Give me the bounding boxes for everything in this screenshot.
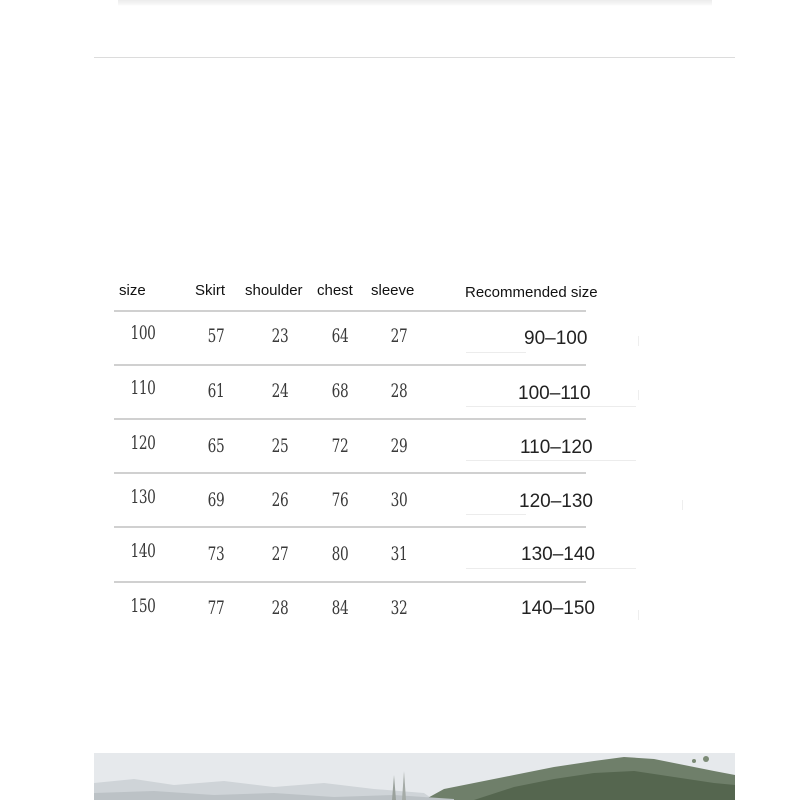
ghost-artifact: [466, 514, 526, 515]
cell-skirt: 73: [207, 543, 225, 565]
cell-chest: 72: [331, 435, 349, 457]
section-divider: [94, 57, 735, 58]
cell-skirt: 57: [207, 325, 225, 347]
ghost-artifact: [466, 460, 636, 461]
cell-size: 140: [130, 540, 156, 562]
ghost-artifact: [466, 406, 636, 407]
cell-chest: 80: [331, 543, 349, 565]
row-separator: [114, 526, 586, 528]
cell-chest: 68: [331, 380, 349, 402]
ghost-artifact: [638, 336, 639, 346]
cell-skirt: 65: [207, 435, 225, 457]
row-separator: [114, 472, 586, 474]
cell-recommended: 130–140: [521, 544, 595, 565]
cell-skirt: 69: [207, 489, 225, 511]
cell-size: 100: [130, 322, 156, 344]
cell-shoulder: 25: [271, 435, 289, 457]
header-recommended-size: Recommended size: [465, 284, 598, 301]
cell-recommended: 140–150: [521, 598, 595, 619]
cell-recommended: 90–100: [524, 328, 588, 349]
cell-sleeve: 28: [390, 380, 408, 402]
header-sleeve: sleeve: [371, 282, 415, 299]
cell-skirt: 77: [207, 597, 225, 619]
cell-sleeve: 31: [390, 543, 408, 565]
cell-sleeve: 27: [390, 325, 408, 347]
header-shoulder: shoulder: [245, 282, 303, 299]
row-separator: [114, 581, 586, 583]
cell-recommended: 100–110: [518, 383, 591, 404]
cell-sleeve: 29: [390, 435, 408, 457]
ghost-artifact: [638, 610, 639, 620]
previous-image-edge: [118, 0, 712, 6]
header-size: size: [119, 282, 146, 299]
header-skirt: Skirt: [195, 282, 225, 299]
row-separator: [114, 364, 586, 366]
cell-skirt: 61: [207, 380, 225, 402]
cell-chest: 64: [331, 325, 349, 347]
cell-shoulder: 24: [271, 380, 289, 402]
ghost-artifact: [682, 500, 683, 510]
cell-shoulder: 28: [271, 597, 289, 619]
cell-size: 120: [130, 432, 156, 454]
mountain-scene: [94, 753, 735, 800]
cell-size: 110: [130, 377, 156, 399]
row-separator: [114, 310, 586, 312]
cell-shoulder: 27: [271, 543, 289, 565]
cell-sleeve: 30: [390, 489, 408, 511]
row-separator: [114, 418, 586, 420]
cell-shoulder: 23: [271, 325, 289, 347]
ghost-artifact: [466, 568, 636, 569]
ghost-artifact: [638, 390, 639, 400]
cell-chest: 84: [331, 597, 349, 619]
cell-shoulder: 26: [271, 489, 289, 511]
ghost-artifact: [466, 352, 526, 353]
cell-size: 130: [130, 486, 156, 508]
landscape-photo: [94, 753, 735, 800]
cell-sleeve: 32: [390, 597, 408, 619]
cell-chest: 76: [331, 489, 349, 511]
cell-recommended: 120–130: [519, 491, 593, 512]
cell-recommended: 110–120: [520, 437, 593, 458]
header-chest: chest: [317, 282, 353, 299]
cell-size: 150: [130, 595, 156, 617]
